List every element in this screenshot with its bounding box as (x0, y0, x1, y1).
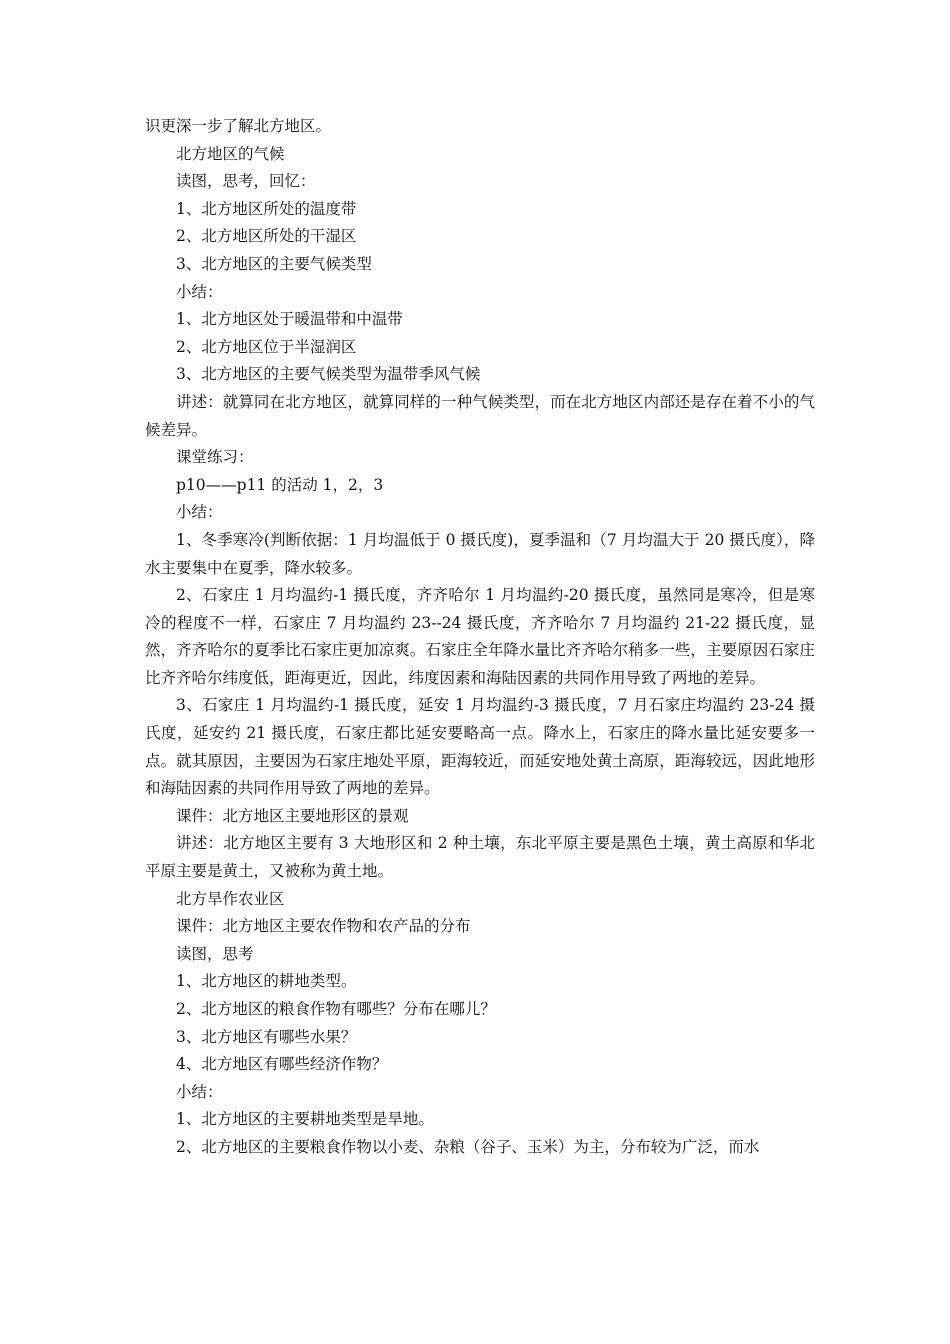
paragraph: 2、北方地区所处的干湿区 (176, 227, 357, 246)
paragraph: 3、北方地区的主要气候类型 (176, 254, 372, 273)
paragraph: 课件：北方地区主要地形区的景观 (176, 806, 409, 825)
paragraph: 3、北方地区有哪些水果？ (176, 1027, 357, 1046)
paragraph: 2、北方地区的主要粮食作物以小麦、杂粮（谷子、玉米）为主，分布较为广泛，而水 (176, 1137, 760, 1156)
paragraph: 4、北方地区有哪些经济作物？ (176, 1055, 388, 1074)
paragraph: 1、北方地区处于暖温带和中温带 (176, 310, 403, 329)
paragraph: 1、北方地区所处的温度带 (176, 199, 357, 218)
document-page (145, 113, 815, 1162)
paragraph: 小结： (176, 1082, 223, 1101)
paragraph: 小结： (176, 503, 223, 522)
paragraph: p10——p11 的活动 1，2，3 (176, 475, 384, 494)
paragraph: 课堂练习： (176, 448, 254, 467)
paragraph: 3、石家庄 1 月均温约-1 摄氏度，延安 1 月均温约-3 摄氏度，7 月石家庄均温约 23-24 摄氏度，延安约 21 摄氏度，石家庄都比延安要略高一点。降水上，石家庄的降水量比延安要多一点。就其原因，主要因为石家庄地处平原，距海较近，而延安地处黄土高原，距海较远，因此地形和海陆因素的共同作用导致了两地的差异。 (145, 696, 815, 798)
paragraph: 读图，思考，回忆： (176, 172, 316, 191)
paragraph: 小结： (176, 282, 223, 301)
paragraph: 课件：北方地区主要农作物和农产品的分布 (176, 917, 471, 936)
paragraph: 2、北方地区的粮食作物有哪些？分布在哪儿？ (176, 1000, 496, 1018)
paragraph: 北方地区的气候 (176, 144, 285, 163)
paragraph: 2、北方地区位于半湿润区 (176, 337, 357, 356)
paragraph: 读图，思考 (176, 944, 254, 963)
paragraph: 讲述：北方地区主要有 3 大地形区和 2 种土壤，东北平原主要是黑色土壤，黄土高原和华北平原主要是黄土，又被称为黄土地。 (145, 834, 815, 881)
paragraph: 1、北方地区的耕地类型。 (176, 972, 357, 991)
paragraph: 讲述：就算同在北方地区，就算同样的一种气候类型，而在北方地区内部还是存在着不小的气候差异。 (145, 392, 815, 439)
paragraph: 2、石家庄 1 月均温约-1 摄氏度，齐齐哈尔 1 月均温约-20 摄氏度，虽然同是寒冷，但是寒冷的程度不一样，石家庄 7 月均温约 23--24 摄氏度，齐齐哈尔 7 月均温约 21-22 摄氏度，显然，齐齐哈尔的夏季比石家庄更加凉爽。石家庄全年降水量比齐齐哈尔稍多一些，主要原因石家庄比齐齐哈尔纬度低，距海更近，因此，纬度因素和海陆因素的共同作用导致了两地的差异。 (145, 586, 815, 687)
paragraph: 北方旱作农业区 (176, 889, 285, 908)
paragraph: 1、冬季寒冷(判断依据：1 月均温低于 0 摄氏度)，夏季温和（7 月均温大于 20 摄氏度），降水主要集中在夏季，降水较多。 (145, 530, 815, 577)
paragraph: 3、北方地区的主要气候类型为温带季风气候 (176, 365, 481, 384)
paragraph: 1、北方地区的主要耕地类型是旱地。 (176, 1110, 434, 1129)
paragraph: 识更深一步了解北方地区。 (145, 117, 332, 135)
